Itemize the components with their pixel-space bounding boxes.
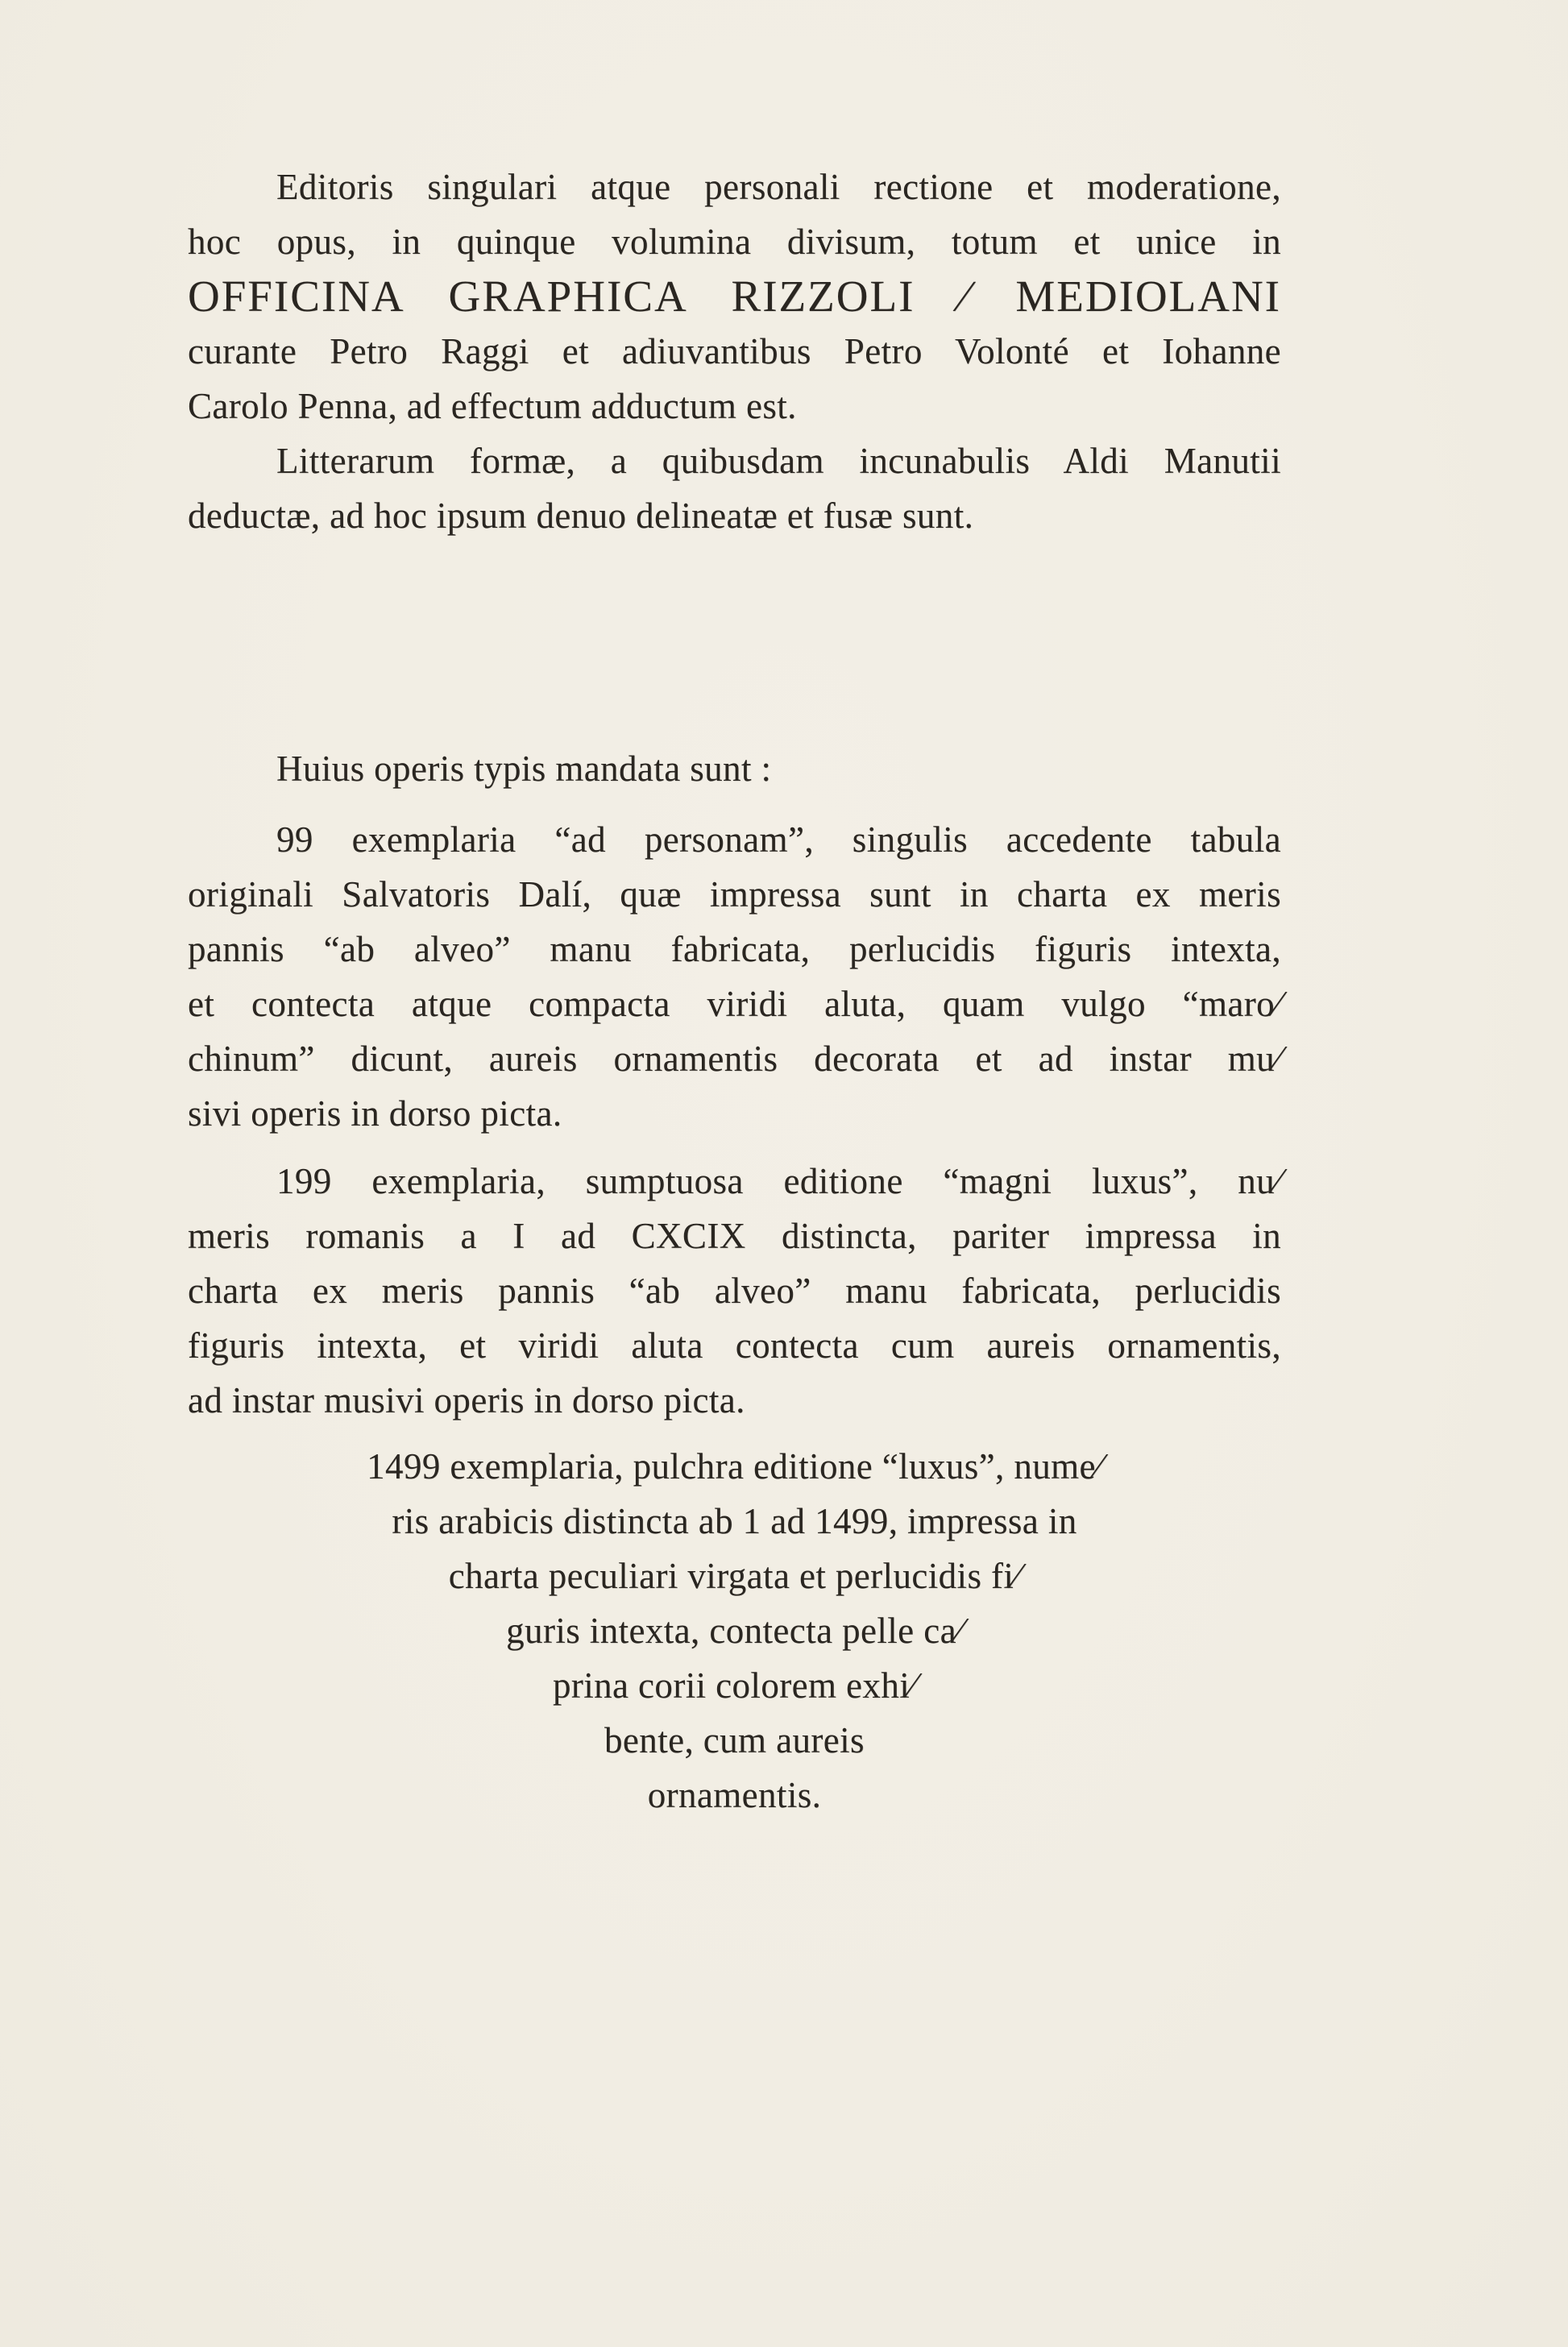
officina-display-line: OFFICINA GRAPHICA RIZZOLI ⁄ MEDIOLANI [188,272,1281,321]
text-line: charta ex meris pannis “ab alveo” manu fabricata, perlucidis [188,1271,1281,1311]
text-line: Litterarum formæ, a quibusdam incunabulis Aldi Manutii [276,441,1281,481]
text-line: 99 exemplaria “ad personam”, singulis accedente tabula [276,819,1281,860]
colophon-heading: Huius operis typis mandata sunt : [276,748,772,789]
text-line: ad instar musivi operis in dorso picta. [188,1380,745,1420]
text-line: originali Salvatoris Dalí, quæ impressa sunt in charta ex meris [188,874,1281,914]
paragraph-edition-99 [188,812,1281,1141]
colophon-text [188,160,1281,1822]
paragraph-type-note [188,433,1281,543]
text-line: pannis “ab alveo” manu fabricata, perlucidis figuris intexta, [188,929,1281,969]
text-line: bente, cum aureis [604,1720,865,1760]
text-line: meris romanis a I ad CXCIX distincta, pariter impressa in [188,1216,1281,1256]
text-line: 199 exemplaria, sumptuosa editione “magni luxus”, nu⁄ [276,1161,1281,1201]
text-line: Editoris singulari atque personali rectione et moderatione, [276,167,1281,207]
text-line: Carolo Penna, ad effectum adductum est. [188,386,797,426]
text-line: ornamentis. [647,1775,822,1815]
text-line: guris intexta, contecta pelle ca⁄ [506,1611,963,1651]
text-line: 1499 exemplaria, pulchra editione “luxus”, nume⁄ [367,1446,1102,1487]
text-line: prina corii colorem exhi⁄ [552,1665,917,1706]
paragraph-edition-199 [188,1154,1281,1428]
text-line: charta peculiari virgata et perlucidis fi⁄ [448,1556,1021,1596]
text-line: curante Petro Raggi et adiuvantibus Petro Volonté et Iohanne [188,331,1281,371]
text-line: ris arabicis distincta ab 1 ad 1499, impressa in [392,1501,1077,1541]
text-line: deductæ, ad hoc ipsum denuo delineatæ et fusæ sunt. [188,496,974,536]
text-line: sivi operis in dorso picta. [188,1093,562,1134]
paragraph-edition-note [188,160,1281,433]
text-line: figuris intexta, et viridi aluta contecta cum aureis ornamentis, [188,1325,1281,1366]
text-line: et contecta atque compacta viridi aluta, quam vulgo “maro⁄ [188,984,1281,1024]
paragraph-edition-1499 [188,1439,1281,1822]
text-line: hoc opus, in quinque volumina divisum, totum et unice in [188,222,1281,262]
text-line: chinum” dicunt, aureis ornamentis decorata et ad instar mu⁄ [188,1039,1281,1079]
